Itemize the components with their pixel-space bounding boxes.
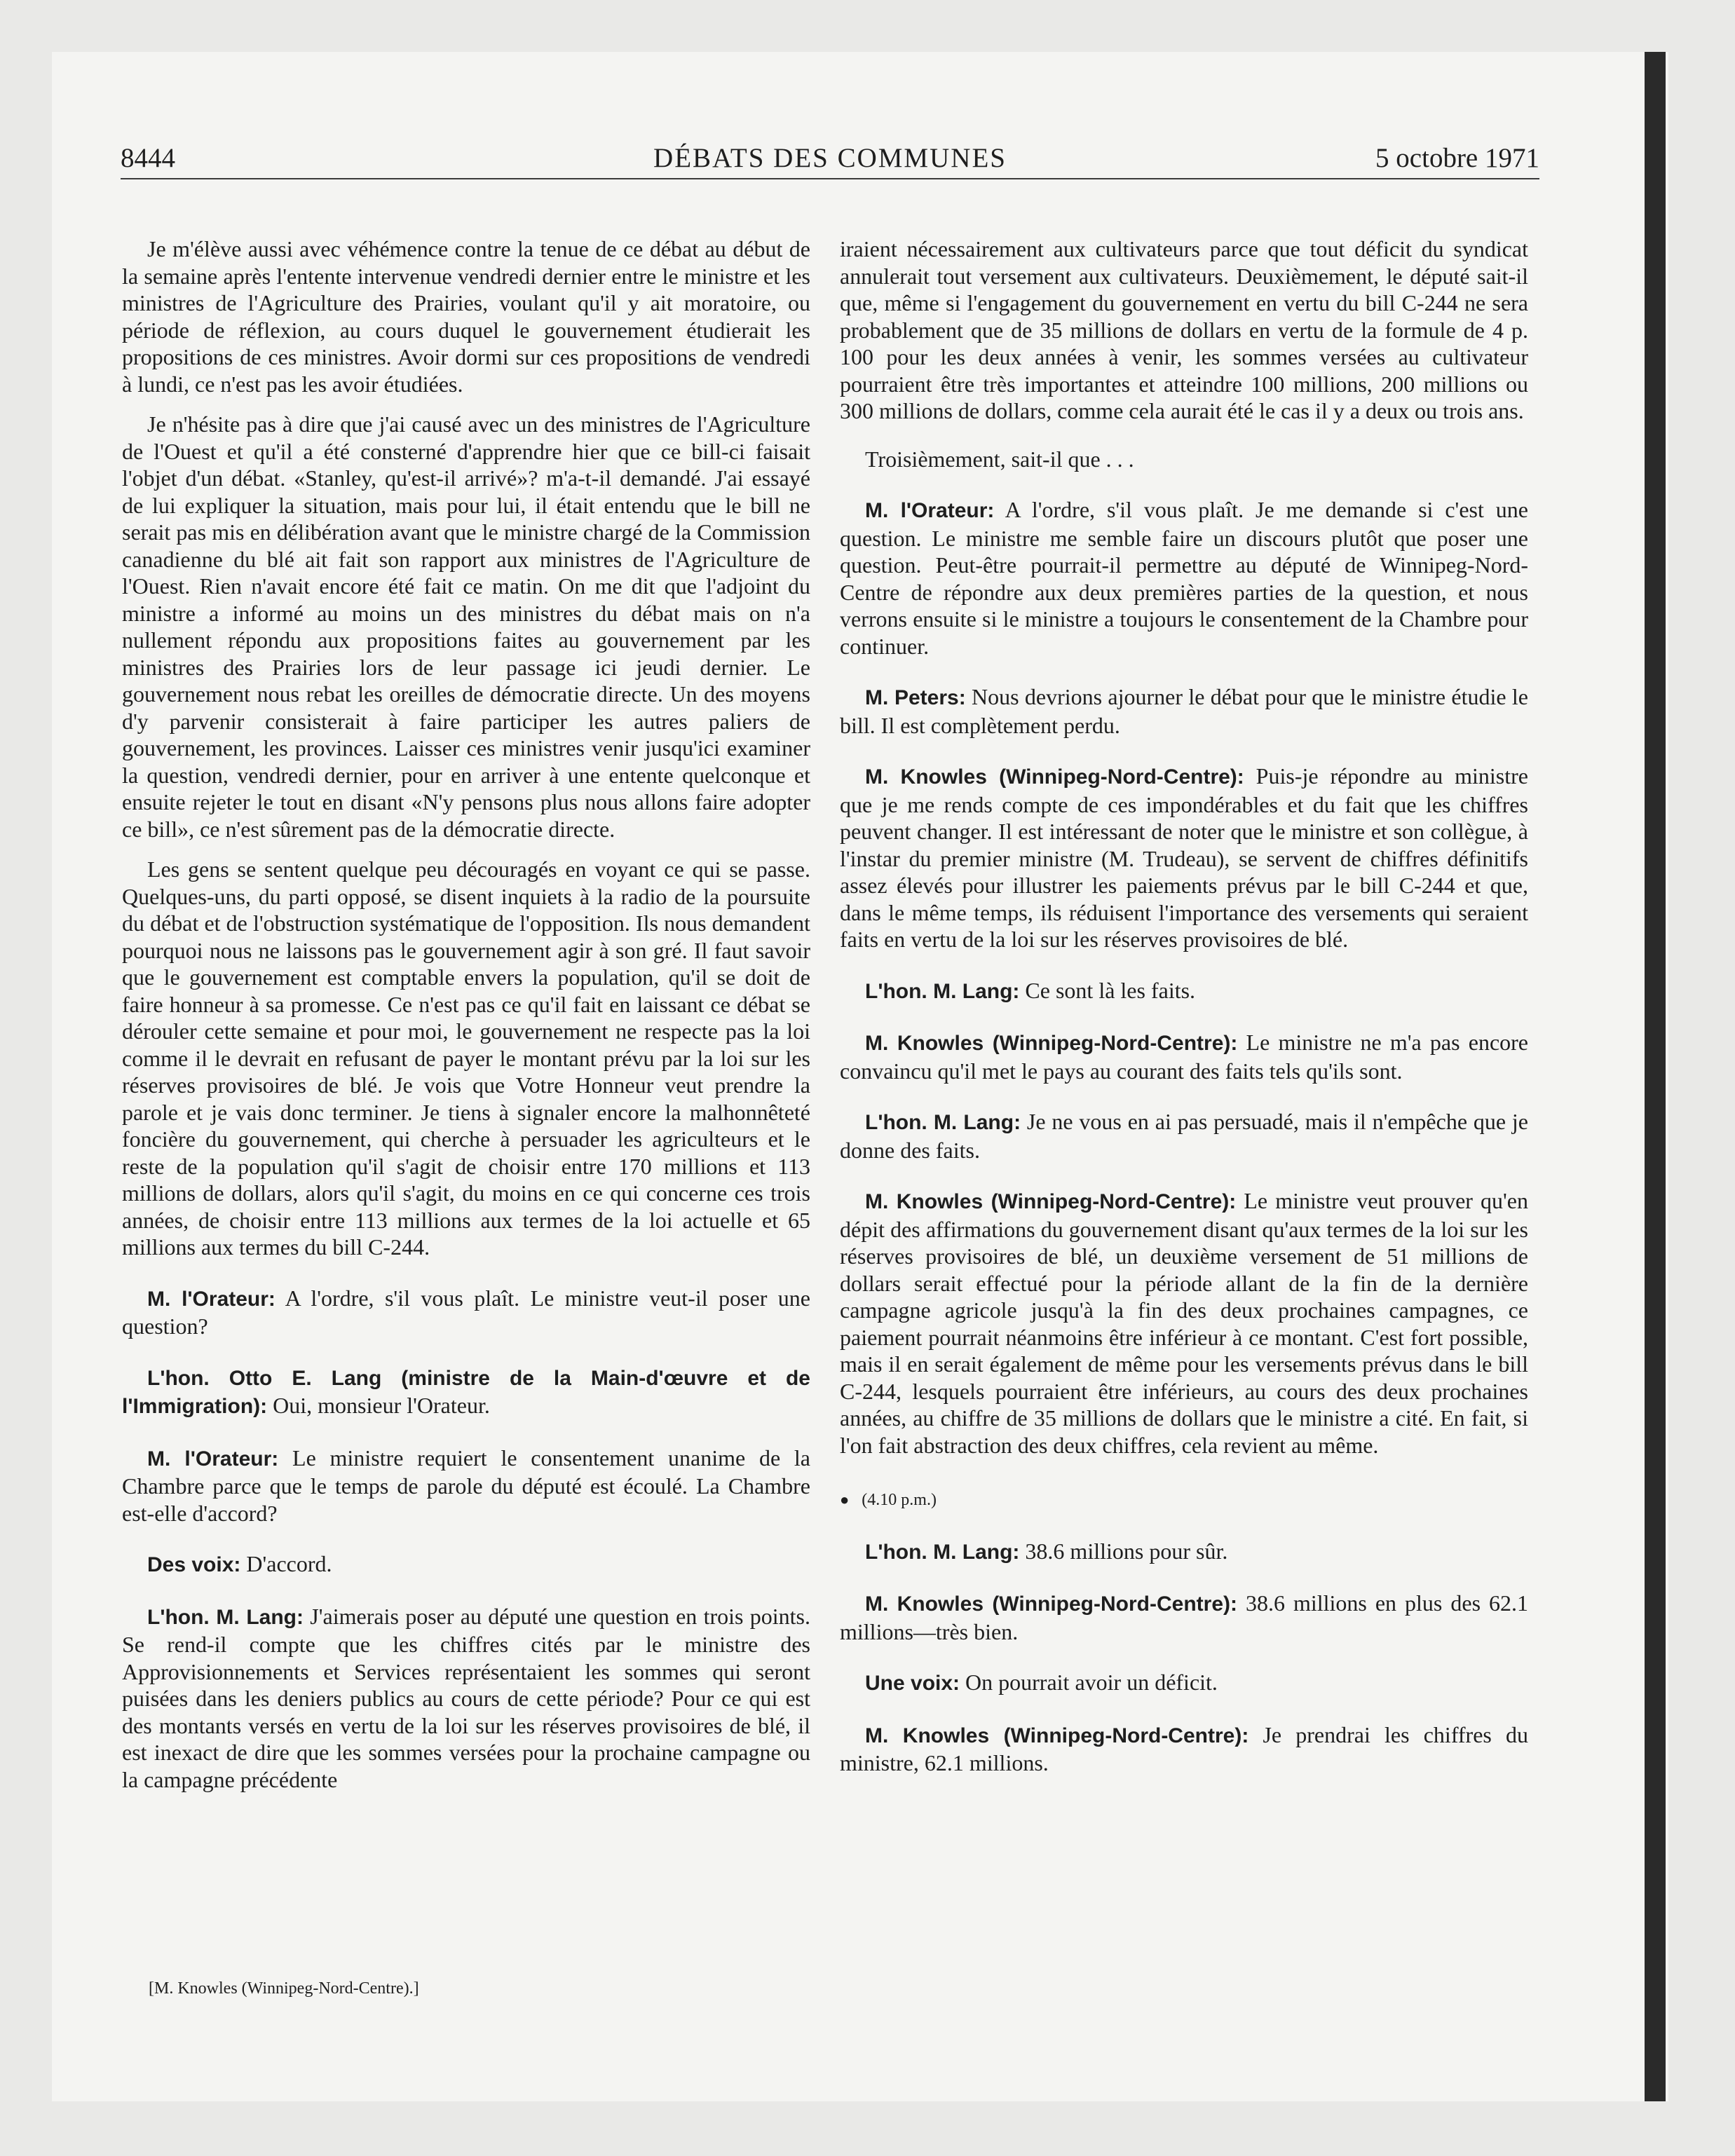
paragraph: Je m'élève aussi avec véhémence contre la tenue de ce débat au début de la semaine après l'entente intervenue vendredi dernier entre le ministre et les ministres de l'Agriculture des Prairies, voulant qu'il y ait moratoire, ou période de réflexion, au cours duquel le gouvernement étudierait les propositions de ces ministres. Avoir dormi sur ces propositions de vendredi à lundi, ce n'est pas les avoir étudiées.: [122, 236, 810, 397]
speech-text: Puis-je répondre au ministre que je me rends compte de ces impondérables et du fait que les chiffres peuvent changer. Il est intéressant de noter que le ministre et son collègue, à l'instar du premier ministre (M. Trudeau), se servent de chiffres définitifs assez élevés pour illustrer les paiements prévus par le bill C-244 et que, dans le même temps, ils réduisent l'importance des versements qui seraient faits en vertu de la loi sur les réserves provisoires de blé.: [840, 763, 1529, 952]
speech: [840, 1029, 1528, 1084]
paragraph: iraient nécessairement aux cultivateurs parce que tout déficit du syndicat annulerait tout versement aux cultivateurs. Deuxièmement, le député sait-il que, même si l'engagement du gouvernement en vertu du bill C-244 ne sera probablement que de 35 millions de dollars en vertu de la formule de 4 p. 100 pour les deux années à venir, les sommes versées au cultivateur pourraient être très importantes et atteindre 100 millions, 200 millions ou 300 millions de dollars, comme cela aurait été le cas il y a deux ou trois ans.: [840, 236, 1528, 423]
speech: [840, 1721, 1528, 1777]
speech-text: Le ministre veut prouver qu'en dépit des affirmations du gouvernement disant qu'aux termes de la loi sur les réserves provisoires de blé, un deuxième versement de 51 millions de dollars serait effectué pour la période allant de la fin de la dernière campagne agricole jusqu'à la fin des deux prochaines campagnes, ce paiement pourrait néanmoins être inférieur à ce montant. C'est fort possible, mais il en serait également de même pour les versements prévus dans le bill C-244, lesquels pourraient être inférieurs, au cours des deux prochaines années, au chiffre de 35 millions de dollars que le ministre a cité. En fait, si l'on fait abstraction des deux chiffres, cela revient au même.: [840, 1188, 1528, 1458]
speaker-name: L'hon. M. Lang:: [865, 979, 1020, 1003]
speech-text: A l'ordre, s'il vous plaît. Le ministre veut-il poser une question?: [122, 1285, 810, 1339]
speech: [840, 1669, 1528, 1698]
time-marker: [840, 1487, 1528, 1514]
speech-text: 38.6 millions pour sûr.: [1019, 1538, 1228, 1564]
bullet-dot-icon: ●: [840, 1491, 850, 1508]
speech: [840, 977, 1528, 1006]
speaker-name: M. Knowles (Winnipeg-Nord-Centre):: [865, 1724, 1249, 1747]
speech-text: Je ne vous en ai pas persuadé, mais il n'empêche que je donne des faits.: [840, 1109, 1528, 1163]
speech: [122, 1550, 810, 1579]
speaker-name: M. Knowles (Winnipeg-Nord-Centre):: [865, 1032, 1238, 1055]
speech-text: Oui, monsieur l'Orateur.: [267, 1393, 490, 1418]
speech-text: Nous devrions ajourner le débat pour que le ministre étudie le bill. Il est complètement perdu.: [840, 684, 1529, 738]
footer-note: [M. Knowles (Winnipeg-Nord-Centre).]: [149, 1979, 419, 1998]
page-number: 8444: [121, 143, 175, 173]
publication-date: 5 octobre 1971: [1375, 143, 1539, 173]
speaker-name: L'hon. M. Lang:: [865, 1540, 1020, 1564]
speech-text: A l'ordre, s'il vous plaît. Je me demande si c'est une question. Le ministre me semble faire un discours plutôt que poser une question. Peut-être pourrait-il permettre au député de Winnipeg-Nord-Centre de répondre aux deux premières parties de la question, et nous verrons ensuite si le ministre a toujours le consentement de la Chambre pour continuer.: [840, 497, 1528, 659]
speech: [840, 1187, 1528, 1459]
speaker-name: M. Knowles (Winnipeg-Nord-Centre):: [865, 1592, 1237, 1616]
speaker-name: Des voix:: [147, 1553, 241, 1576]
speech-text: 38.6 millions en plus des 62.1 millions—très bien.: [840, 1590, 1529, 1644]
speaker-name: M. Knowles (Winnipeg-Nord-Centre):: [865, 765, 1244, 789]
speech: [122, 1603, 810, 1794]
speech: [840, 763, 1528, 953]
right-column: [840, 236, 1528, 1777]
speaker-name: L'hon. M. Lang:: [147, 1605, 304, 1629]
paragraph: Je n'hésite pas à dire que j'ai causé avec un des ministres de l'Agriculture de l'Ouest et qu'il a été consterné d'apprendre hier que ce bill-ci faisait l'objet d'un débat. «Stanley, qu'est-il arrivé»? m'a-t-il demandé. J'ai essayé de lui expliquer la situation, mais pour lui, il était entendu que le bill ne serait pas mis en délibération avant que le ministre chargé de la Commission canadienne du blé ait fait son rapport aux ministres de l'Agriculture de l'Ouest. Rien n'avait encore été fait ce matin. On me dit que l'adjoint du ministre a informé au moins un des ministres du débat mais on n'a nullement répondu aux propositions faites au gouvernement par les ministres des Prairies lors de leur passage ici jeudi dernier. Le gouvernement nous rebat les oreilles de démocratie directe. Un des moyens d'y parvenir consisterait à faire participer les autres paliers de gouvernement, les provinces. Laisser ces ministres venir jusqu'ici examiner la question, vendredi dernier, pour en arriver à une entente quelconque et ensuite rejeter le tout en disant «N'y pensons plus nous allons faire adopter ce bill», ce n'est sûrement pas de la démocratie directe.: [122, 411, 810, 842]
speaker-name: L'hon. Otto E. Lang (ministre de la Main-d'œuvre et de l'Immigration):: [122, 1366, 810, 1418]
paragraph: Les gens se sentent quelque peu découragés en voyant ce qui se passe. Quelques-uns, du parti opposé, se disent inquiets à la radio de la poursuite du débat et de l'obstruction systématique de l'opposition. Ils nous demandent pourquoi nous ne laissons pas le gouvernement agir à son gré. Il faut savoir que le gouvernement est comptable envers la population, qu'il se doit de faire honneur à sa promesse. Ce n'est pas ce qu'il fait en laissant ce débat se dérouler cette semaine et pour moi, le gouvernement ne respecte pas la loi comme il le devrait en refusant de payer le montant prévu par la loi sur les réserves provisoires de blé. Je vois que Votre Honneur veut prendre la parole et je vais donc terminer. Je tiens à signaler encore la malhonnêteté foncière du gouvernement, qui cherche à persuader les agriculteurs et le reste de la population qu'il s'agit de choisir entre 170 millions et 113 millions de dollars, alors qu'il s'agit, du moins en ce qui concerne ces trois années, de choisir entre 113 millions aux termes de la loi actuelle et 65 millions aux termes du bill C-244.: [122, 857, 810, 1260]
speech: [840, 1538, 1528, 1567]
speech: [840, 496, 1528, 660]
paragraph: Troisièmement, sait-il que . . .: [865, 446, 1134, 472]
time-marker-text: (4.10 p.m.): [862, 1491, 937, 1509]
speaker-name: M. Peters:: [865, 686, 966, 709]
speech: [122, 1445, 810, 1527]
speech-text: On pourrait avoir un déficit.: [960, 1670, 1218, 1695]
speaker-name: L'hon. M. Lang:: [865, 1111, 1021, 1134]
speech: [122, 1364, 810, 1421]
speech: [840, 1590, 1528, 1645]
speaker-name: M. l'Orateur:: [147, 1447, 279, 1471]
speech-text: J'aimerais poser au député une question en trois points. Se rend-il compte que les chiffres cités par le ministre des Approvisionnements et Services représentaient les sommes qui seront puisées dans les deniers publics au cours de cette période? Pour ce qui est des montants versés en vertu de la loi sur les réserves provisoires de blé, il est inexact de dire que les sommes versées pour la prochaine campagne ou la campagne précédente: [122, 1603, 810, 1792]
speech: [122, 1285, 810, 1340]
speech-text: Le ministre ne m'a pas encore convaincu qu'il met le pays au courant des faits tels qu'ils sont.: [840, 1030, 1529, 1084]
left-column: [122, 236, 810, 1793]
speaker-name: M. l'Orateur:: [865, 499, 995, 522]
page-edge-shadow: [1645, 52, 1666, 2101]
publication-title: DÉBATS DES COMMUNES: [653, 143, 1007, 173]
speech: [840, 683, 1528, 739]
speech-text: Ce sont là les faits.: [1019, 977, 1196, 1003]
speaker-name: Une voix:: [865, 1672, 960, 1695]
speech: [840, 1108, 1528, 1164]
speech-text: D'accord.: [240, 1551, 332, 1576]
speaker-name: M. l'Orateur:: [147, 1287, 275, 1311]
page-header: [121, 143, 1539, 179]
speech-text: Le ministre requiert le consentement unanime de la Chambre parce que le temps de parole du député est écoulé. La Chambre est-elle d'accord?: [122, 1445, 811, 1526]
speech-text: Je prendrai les chiffres du ministre, 62.1 millions.: [840, 1721, 1529, 1775]
speaker-name: M. Knowles (Winnipeg-Nord-Centre):: [865, 1190, 1237, 1213]
